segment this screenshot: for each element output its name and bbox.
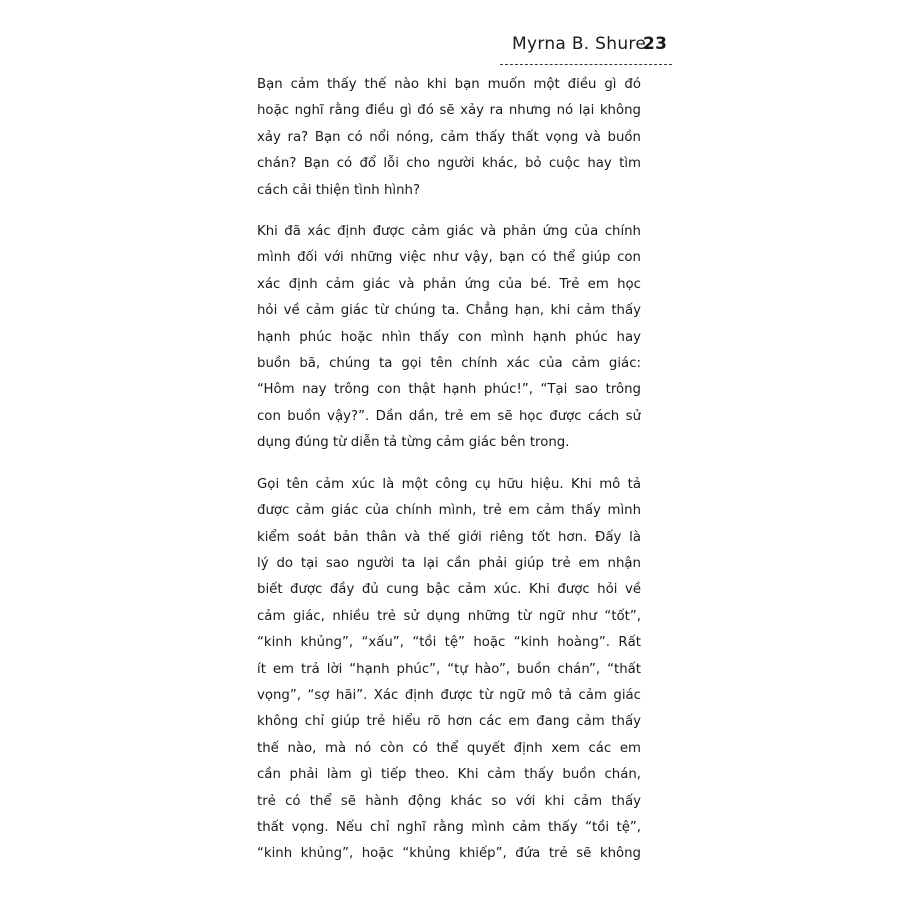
text-line: hạnh phúc hoặc nhìn thấy con mình hạnh phúc hay (257, 329, 641, 345)
text-line: Gọi tên cảm xúc là một công cụ hữu hiệu. Khi mô tả (257, 476, 641, 492)
paragraph-3 (257, 472, 641, 868)
text-line: không chỉ giúp trẻ hiểu rõ hơn các em đang cảm thấy (257, 714, 641, 730)
paragraph-1 (257, 72, 641, 204)
running-header (500, 34, 668, 60)
header-author: Myrna B. Shure (512, 34, 647, 54)
text-line: thất vọng. Nếu chỉ nghĩ rằng mình cảm thấy “tồi tệ”, (257, 819, 641, 835)
text-line: Bạn cảm thấy thế nào khi bạn muốn một điều gì đó (257, 77, 641, 92)
text-line: xảy ra? Bạn có nổi nóng, cảm thấy thất vọng và buồn (257, 129, 641, 145)
text-line: xác định cảm giác và phản ứng của bé. Trẻ em học (257, 276, 641, 292)
text-line: thế nào, mà nó còn có thể quyết định xem các em (257, 740, 641, 756)
text-line: con buồn vậy?”. Dần dần, trẻ em sẽ học được cách sử (257, 408, 641, 424)
body-text (257, 72, 641, 883)
text-line: cảm giác, nhiều trẻ sử dụng những từ ngữ như “tốt”, (257, 608, 641, 624)
header-dashed-rule (500, 64, 672, 65)
text-line: hỏi về cảm giác từ chúng ta. Chẳng hạn, khi cảm thấy (257, 303, 641, 319)
text-line: Khi đã xác định được cảm giác và phản ứng của chính (257, 224, 641, 240)
text-line: chán? Bạn có đổ lỗi cho người khác, bỏ cuộc hay tìm (257, 156, 641, 172)
text-line: vọng”, “sợ hãi”. Xác định được từ ngữ mô tả cảm giác (257, 687, 641, 703)
text-line: biết được đầy đủ cung bậc cảm xúc. Khi được hỏi về (257, 582, 641, 598)
text-line: kiểm soát bản thân và thế giới riêng tốt hơn. Đấy là (257, 529, 641, 545)
text-line: dụng đúng từ diễn tả từng cảm giác bên trong. (257, 435, 570, 451)
text-line: hoặc nghĩ rằng điều gì đó sẽ xảy ra nhưng nó lại không (257, 103, 641, 119)
text-line: “Hôm nay trông con thật hạnh phúc!”, “Tại sao trông (257, 382, 641, 398)
text-line: ít em trả lời “hạnh phúc”, “tự hào”, buồn chán”, “thất (257, 661, 641, 677)
text-line: cách cải thiện tình hình? (257, 182, 420, 198)
text-line: buồn bã, chúng ta gọi tên chính xác của cảm giác: (257, 356, 641, 372)
text-line: được cảm giác của chính mình, trẻ em cảm thấy mình (257, 503, 641, 519)
page-number: 23 (643, 34, 668, 54)
text-line: “kinh khủng”, hoặc “khủng khiếp”, đứa trẻ sẽ không (257, 846, 641, 862)
text-line: cần phải làm gì tiếp theo. Khi cảm thấy buồn chán, (257, 767, 641, 783)
text-line: mình đối với những việc như vậy, bạn có thể giúp con (257, 250, 641, 266)
text-line: lý do tại sao người ta lại cần phải giúp trẻ em nhận (257, 555, 641, 571)
paragraph-2 (257, 219, 641, 457)
text-line: trẻ có thể sẽ hành động khác so với khi cảm thấy (257, 793, 641, 809)
text-line: “kinh khủng”, “xấu”, “tồi tệ” hoặc “kinh hoàng”. Rất (257, 635, 641, 651)
